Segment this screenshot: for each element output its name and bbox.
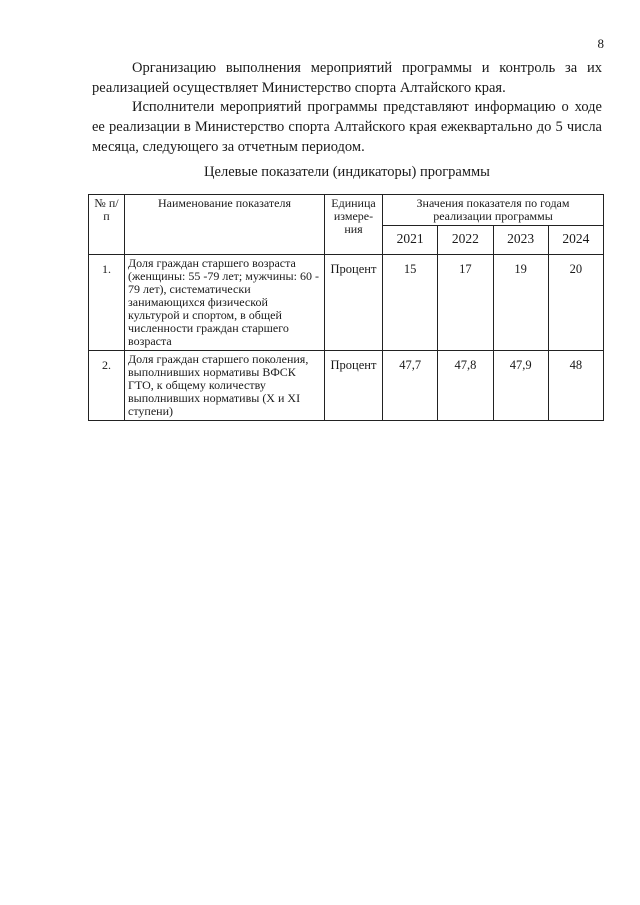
row-unit: Процент: [325, 255, 383, 351]
row-name: Доля граждан старшего поколения, выполнивших нормативы ВФСК ГТО, к общему количеству выполнивших нормативы (X и XI ступени): [125, 351, 325, 421]
header-year: 2024: [548, 226, 603, 255]
row-value: 19: [493, 255, 548, 351]
header-unit: Единица измере-ния: [325, 195, 383, 255]
paragraph-reporting: Исполнители мероприятий программы представляют информацию о ходе ее реализации в Министерство спорта Алтайского края ежеквартально до 5 числа месяца, следующего за отчетным периодом.: [92, 99, 602, 155]
paragraph-organization: Организацию выполнения мероприятий программы и контроль за их реализацией осуществляет Министерство спорта Алтайского края.: [92, 60, 602, 96]
header-year: 2022: [438, 226, 493, 255]
header-year: 2023: [493, 226, 548, 255]
row-num: 1.: [89, 255, 125, 351]
row-name: Доля граждан старшего возраста (женщины: 55 -79 лет; мужчины: 60 - 79 лет), систематически занимающихся физической культурой и спортом, в общей численности граждан старшего возраста: [125, 255, 325, 351]
header-year: 2021: [383, 226, 438, 255]
header-num: № п/п: [89, 195, 125, 255]
row-value: 48: [548, 351, 603, 421]
row-value: 15: [383, 255, 438, 351]
row-unit: Процент: [325, 351, 383, 421]
row-num: 2.: [89, 351, 125, 421]
indicators-table: [88, 194, 604, 421]
row-value: 47,8: [438, 351, 493, 421]
row-value: 20: [548, 255, 603, 351]
header-values-group: Значения показателя по годам реализации программы: [383, 195, 604, 226]
row-value: 17: [438, 255, 493, 351]
table-title: Целевые показатели (индикаторы) программы: [204, 164, 490, 180]
row-value: 47,7: [383, 351, 438, 421]
header-name: Наименование показателя: [125, 195, 325, 255]
table-row: [89, 351, 604, 421]
row-value: 47,9: [493, 351, 548, 421]
table-row: [89, 255, 604, 351]
page-number: 8: [597, 36, 604, 51]
